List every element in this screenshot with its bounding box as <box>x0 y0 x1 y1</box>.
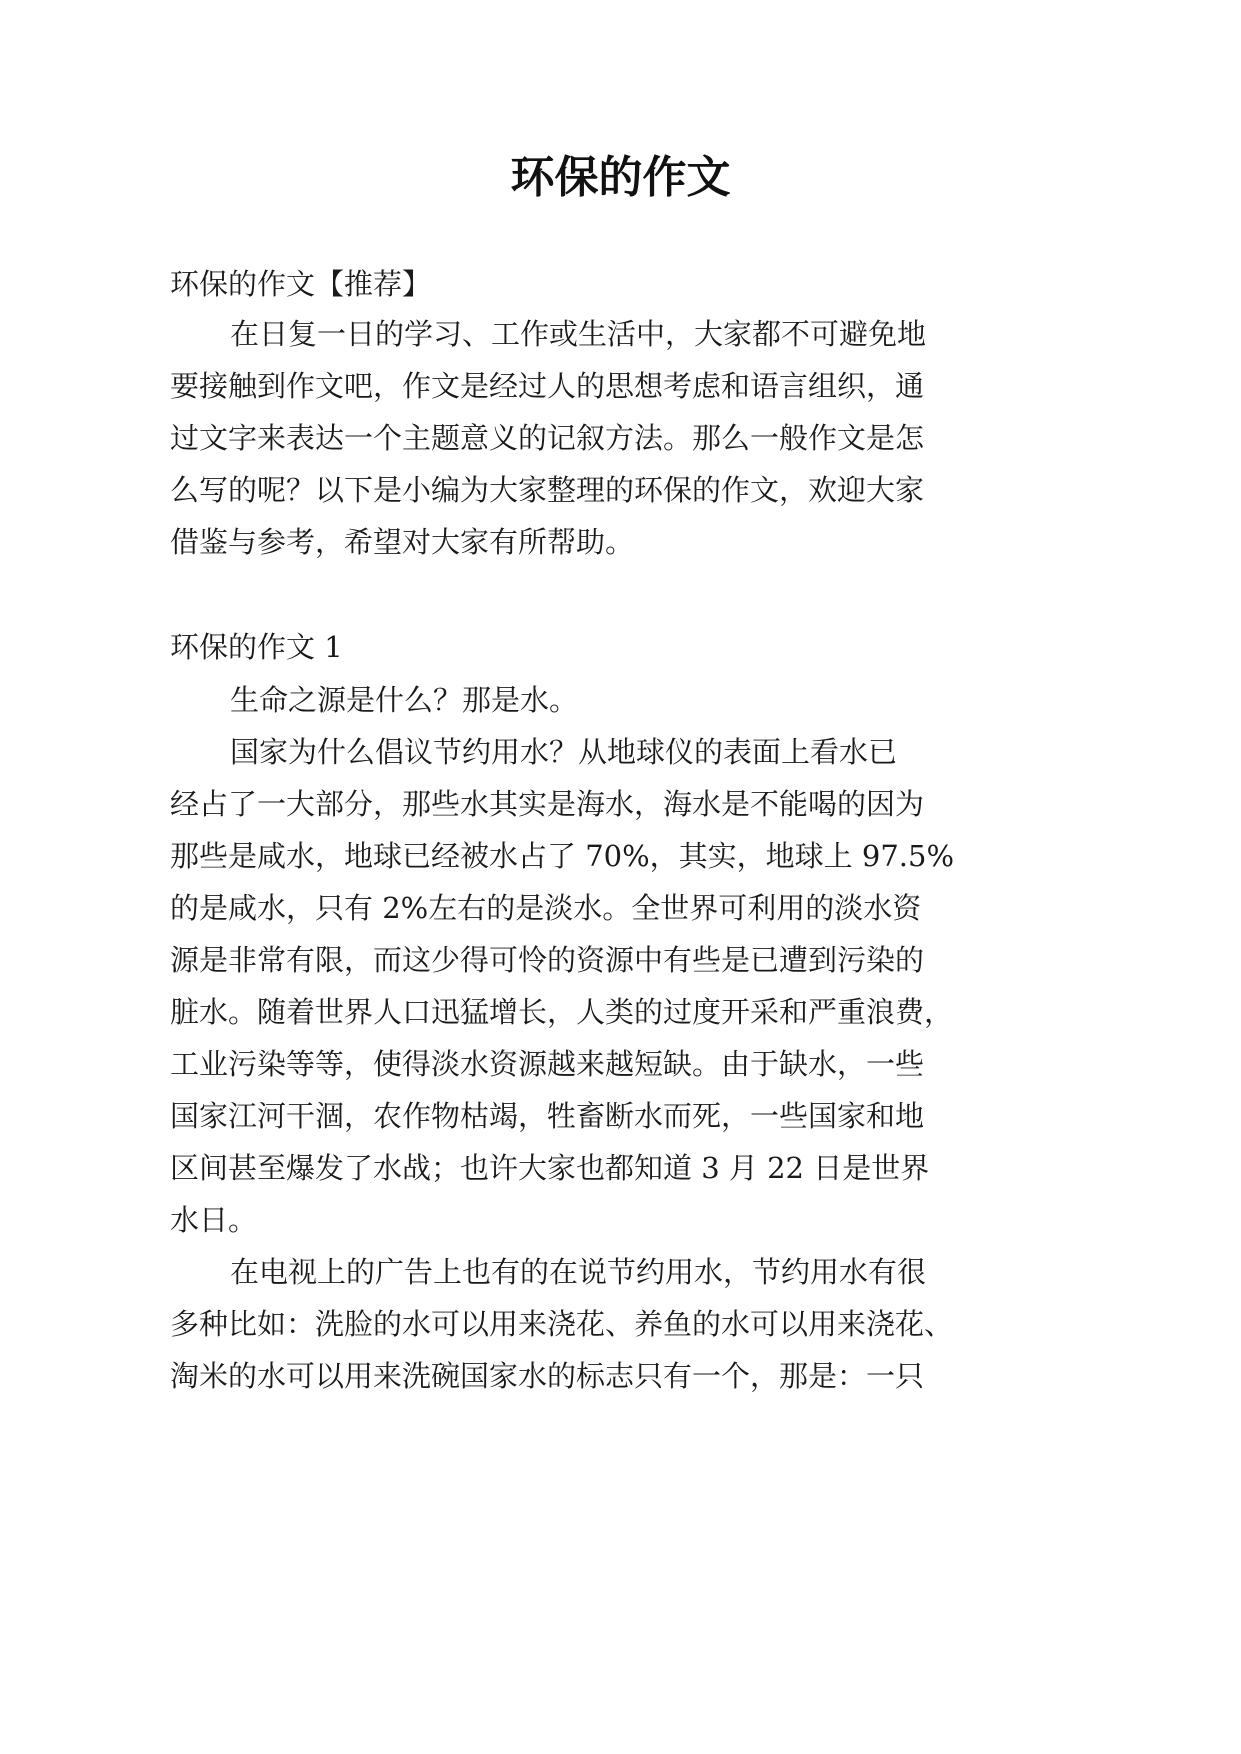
paragraph-line: 区间甚至爆发了水战；也许大家也都知道 3 月 22 日是世界 <box>170 1151 930 1185</box>
paragraph-line: 脏水。随着世界人口迅猛增长，人类的过度开采和严重浪费， <box>170 995 954 1029</box>
intro-line: 要接触到作文吧，作文是经过人的思想考虑和语言组织，通 <box>170 369 925 403</box>
document-title: 环保的作文 <box>510 152 731 203</box>
intro-line: 在日复一日的学习、工作或生活中，大家都不可避免地 <box>230 317 927 351</box>
paragraph-line: 水日。 <box>170 1203 258 1237</box>
paragraph-line: 经占了一大部分，那些水其实是海水，海水是不能喝的因为 <box>170 787 925 821</box>
intro-line: 借鉴与参考，希望对大家有所帮助。 <box>170 525 635 559</box>
intro-line: 过文字来表达一个主题意义的记叙方法。那么一般作文是怎 <box>170 421 925 455</box>
paragraph-line: 在电视上的广告上也有的在说节约用水，节约用水有很 <box>230 1255 927 1289</box>
intro-line: 么写的呢？以下是小编为大家整理的环保的作文，欢迎大家 <box>170 473 925 507</box>
paragraph-line: 国家江河干涸，农作物枯竭，牲畜断水而死，一些国家和地 <box>170 1099 925 1133</box>
paragraph-line: 多种比如：洗脸的水可以用来浇花、养鱼的水可以用来浇花、 <box>170 1307 954 1341</box>
paragraph-line: 工业污染等等，使得淡水资源越来越短缺。由于缺水，一些 <box>170 1047 925 1081</box>
recommend-heading: 环保的作文【推荐】 <box>170 267 432 301</box>
paragraph-line: 的是咸水，只有 2%左右的是淡水。全世界可利用的淡水资 <box>170 891 922 925</box>
paragraph-line: 那些是咸水，地球已经被水占了 70%，其实，地球上 97.5% <box>170 839 955 873</box>
paragraph-line: 源是非常有限，而这少得可怜的资源中有些是已遭到污染的 <box>170 943 925 977</box>
section1-paragraph-1: 生命之源是什么？那是水。 <box>230 683 579 717</box>
paragraph-line: 国家为什么倡议节约用水？从地球仪的表面上看水已 <box>230 735 898 769</box>
paragraph-line: 淘米的水可以用来洗碗国家水的标志只有一个，那是：一只 <box>170 1359 925 1393</box>
section1-heading: 环保的作文 1 <box>170 630 343 664</box>
